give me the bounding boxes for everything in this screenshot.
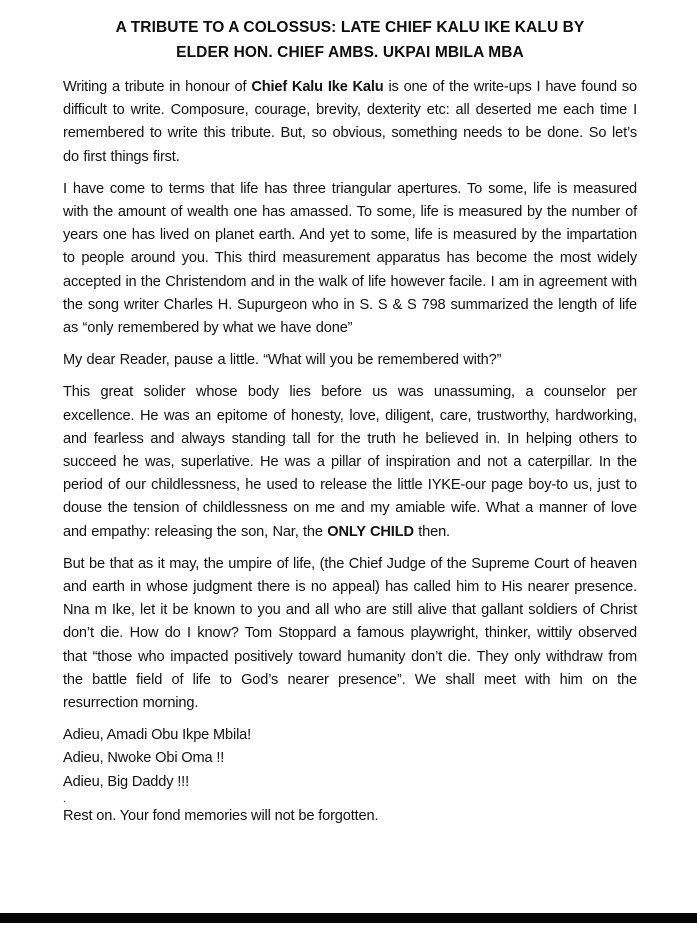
text-segment: then. (413, 523, 450, 540)
text-segment: Writing a tribute in honour of (63, 79, 252, 95)
adieu-line-3: Adieu, Big Daddy !!! (63, 773, 189, 790)
adieu-line-1: Adieu, Amadi Obu Ikpe Mbila! (63, 727, 252, 744)
text-segment: I have come to terms that life has three triangular apertures. To some, life is measured with the amount of wealth one has amassed. To some, life is measured by the number of years one has lived on planet earth. And yet to some, life is measured by the impartation to people around you. This third measurement apparatus has become the most widely accepted in the Christendom and in the walk of life however facile. I am in agreement with the song writer Charles H. Supurgeon who in S. S & S 798 summarized the length of life as “only remembered by what we have done” (63, 180, 637, 337)
text-segment: My dear Reader, pause a little. “What will you be remembered with?” (63, 352, 502, 369)
bold-text-segment: Chief Kalu Ike Kalu (251, 79, 384, 95)
document-title (63, 15, 637, 65)
bold-text-segment: ONLY CHILD (327, 523, 414, 540)
page-bottom-border (0, 913, 697, 923)
paragraph-writing-tribute (63, 76, 637, 169)
title-line-2: ELDER HON. CHIEF AMBS. UKPAI MBILA MBA (176, 44, 524, 61)
paragraph-three-apertures (63, 178, 637, 340)
title-line-1: A TRIBUTE TO A COLOSSUS: LATE CHIEF KALU IKE KALU BY (115, 19, 585, 36)
paragraph-umpire-of-life (63, 553, 637, 715)
paragraph-dear-reader (63, 349, 637, 372)
text-segment: This great solider whose body lies before us was unassuming, a counselor per excellence. He was an epitome of honesty, love, diligent, care, trustworthy, hardworking, and fearless and always standing tall for the truth he believed in. In helping others to succeed he was, superlative. He was a pillar of inspiration and not a caterpillar. In the period of our childlessness, he used to release the little IYKE-our page boy-to us, just to douse the tension of childlessness on me and my amiable wife. What a manner of love and empathy: releasing the son, Nar, the (63, 384, 637, 540)
adieu-block (63, 724, 637, 794)
paragraph-great-solider (63, 381, 637, 543)
stray-dot: . (63, 793, 66, 805)
text-segment: is one of the write-ups I have found so difficult to write. Composure, courage, brevity, dexterity etc: all deserted me each time I remembered to write this tribute. But, so obvious, something needs to be done. So let’s do first things first. (63, 79, 638, 165)
closing-line: Rest on. Your fond memories will not be forgotten. (63, 807, 379, 824)
adieu-line-2: Adieu, Nwoke Obi Oma !! (63, 750, 225, 767)
text-segment: But be that as it may, the umpire of life, (the Chief Judge of the Supreme Court of heaven and earth in whose judgment there is no appeal) has called him to His nearer presence. Nna m Ike, let it be known to you and all who are still alive that gallant soldiers of Christ don’t die. How do I know? Tom Stoppard a famous playwright, thinker, wittily observed that “those who impacted positively toward humanity don’t die. They only withdraw from the battle field of life to God’s nearer presence”. We shall meet with him on the resurrection morning. (63, 555, 637, 712)
